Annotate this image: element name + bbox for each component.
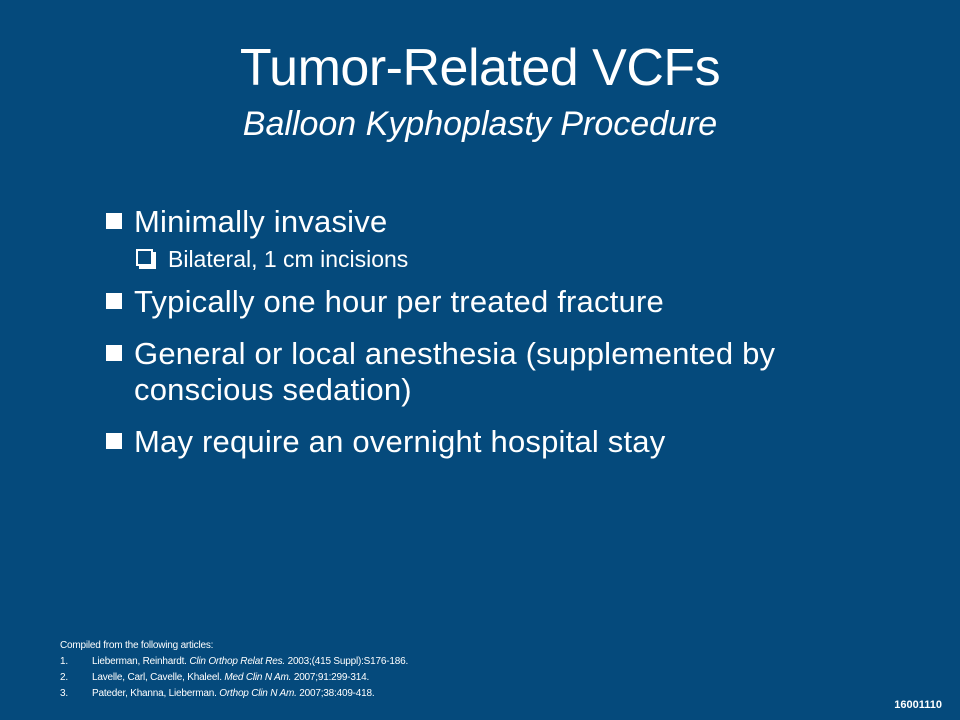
box-bullet-icon: [136, 249, 153, 266]
reference-item: [60, 654, 408, 670]
bullet-text: Minimally invasive: [134, 204, 388, 239]
slide-title: Tumor-Related VCFs: [239, 39, 721, 97]
reference-number: 2.: [60, 672, 68, 683]
slide-code: 16001110: [894, 699, 942, 711]
reference-journal: Clin Orthop Relat Res.: [189, 656, 285, 667]
reference-number: 1.: [60, 656, 68, 667]
reference-journal: Orthop Clin N Am.: [219, 688, 297, 699]
bullet-item: [104, 336, 894, 408]
bullet-text: Typically one hour per treated fracture: [134, 284, 664, 319]
reference-authors: Lieberman, Reinhardt.: [92, 656, 187, 667]
sub-bullet-text: Bilateral, 1 cm incisions: [168, 246, 409, 272]
slide-subtitle: Balloon Kyphoplasty Procedure: [242, 105, 718, 143]
square-bullet-icon: [106, 213, 122, 229]
bullet-item: [104, 424, 894, 460]
bullet-text: May require an overnight hospital stay: [134, 424, 666, 459]
references-heading: Compiled from the following articles:: [60, 640, 214, 651]
reference-authors: Pateder, Khanna, Lieberman.: [92, 688, 217, 699]
square-bullet-icon: [106, 345, 122, 361]
reference-citation: 2003;(415 Suppl):S176-186.: [287, 656, 409, 667]
reference-number: 3.: [60, 688, 68, 699]
bullet-list: [104, 204, 894, 460]
sub-bullet-item: [104, 244, 894, 274]
references: [60, 638, 408, 702]
square-bullet-icon: [106, 433, 122, 449]
reference-citation: 2007;91:299-314.: [293, 672, 370, 683]
reference-item: [60, 686, 408, 702]
reference-item: [60, 670, 408, 686]
reference-journal: Med Clin N Am.: [224, 672, 292, 683]
bullet-item: [104, 204, 894, 240]
bullet-item: [104, 284, 894, 320]
square-bullet-icon: [106, 293, 122, 309]
reference-citation: 2007;38:409-418.: [299, 688, 375, 699]
reference-authors: Lavelle, Carl, Cavelle, Khaleel.: [92, 672, 222, 683]
bullet-text: General or local anesthesia (supplemented by conscious sedation): [134, 336, 776, 407]
